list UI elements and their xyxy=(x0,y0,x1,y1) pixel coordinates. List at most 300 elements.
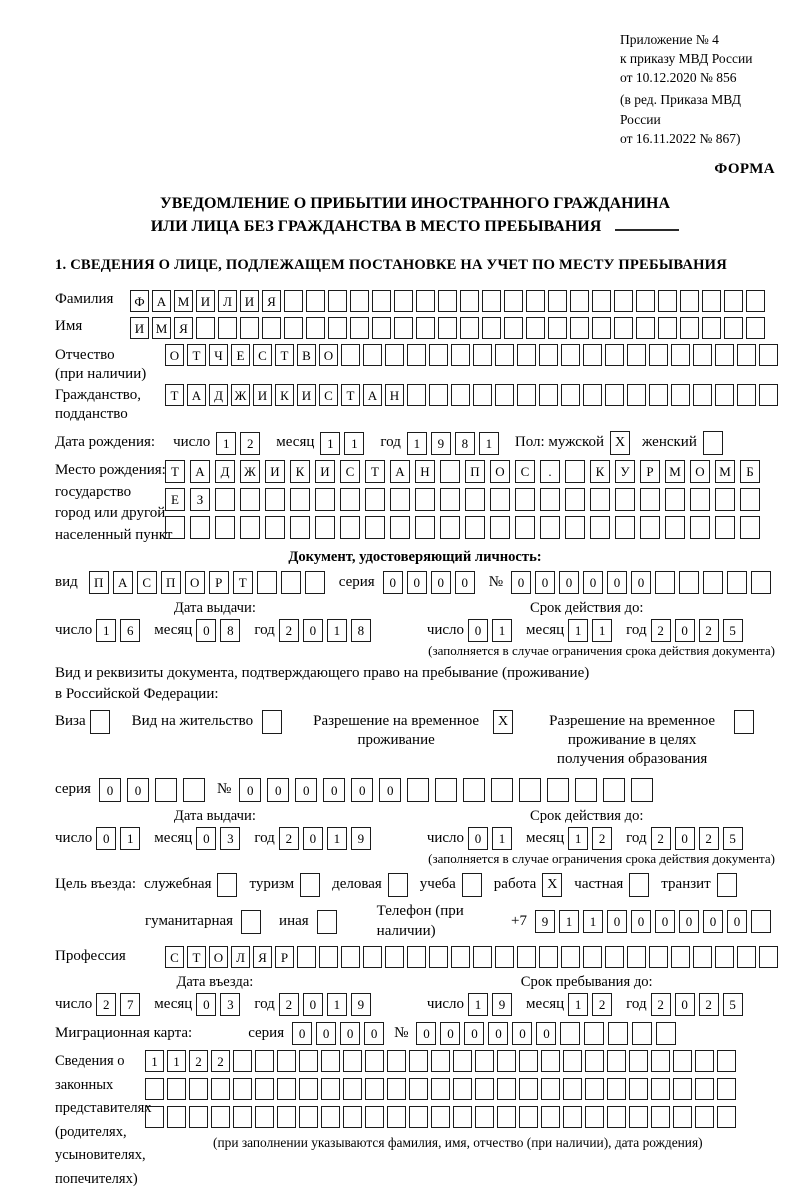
char-cell xyxy=(693,344,712,366)
amendment-line: от 16.11.2022 № 867) xyxy=(620,130,741,146)
char-cell: О xyxy=(185,571,205,594)
char-cell: 1 xyxy=(407,432,427,455)
char-cell: 0 xyxy=(488,1022,508,1045)
char-cell xyxy=(715,946,734,968)
char-cell xyxy=(365,488,385,511)
issue-day-cells xyxy=(96,619,144,642)
char-cell xyxy=(299,1050,318,1072)
char-cell xyxy=(715,344,734,366)
char-cell: 5 xyxy=(723,827,743,850)
char-cell: 0 xyxy=(511,571,531,594)
char-cell xyxy=(491,778,513,802)
char-cell: 0 xyxy=(303,993,323,1016)
year-label: год xyxy=(380,434,401,451)
char-cell xyxy=(265,488,285,511)
char-cell xyxy=(655,571,675,594)
char-cell: 1 xyxy=(167,1050,186,1072)
given-name-cells xyxy=(130,317,768,339)
char-cell xyxy=(277,1078,296,1100)
char-cell: 0 xyxy=(340,1022,360,1045)
char-cell xyxy=(517,946,536,968)
representatives-cells-row xyxy=(145,1050,739,1072)
char-cell xyxy=(451,344,470,366)
entry-purpose-row xyxy=(55,873,775,897)
profession-label: Профессия xyxy=(55,948,126,965)
char-cell: И xyxy=(253,384,272,406)
char-cell xyxy=(690,488,710,511)
char-cell xyxy=(460,290,479,312)
char-cell xyxy=(671,384,690,406)
given-name-row xyxy=(55,317,775,339)
char-cell xyxy=(240,317,259,339)
migration-card-row xyxy=(55,1022,775,1045)
form-label: ФОРМА xyxy=(714,160,775,177)
char-cell xyxy=(365,516,385,539)
char-cell xyxy=(350,317,369,339)
char-cell: В xyxy=(297,344,316,366)
purpose-official-label: служебная xyxy=(143,876,212,893)
char-cell: 5 xyxy=(723,619,743,642)
char-cell xyxy=(297,946,316,968)
char-cell: 1 xyxy=(568,993,588,1016)
char-cell xyxy=(321,1078,340,1100)
purpose-tourism-checkbox xyxy=(300,873,320,897)
char-cell: М xyxy=(665,460,685,483)
char-cell xyxy=(372,290,391,312)
purpose-business-label: деловая xyxy=(332,876,382,893)
residence-permit-label: Вид на жительство xyxy=(131,713,254,730)
appendix-line: к приказу МВД России xyxy=(620,51,753,67)
char-cell xyxy=(284,317,303,339)
year-label: год xyxy=(254,995,275,1012)
char-cell: О xyxy=(690,460,710,483)
entry-year-cells xyxy=(279,993,375,1016)
char-cell xyxy=(429,946,448,968)
char-cell xyxy=(341,946,360,968)
char-cell: 6 xyxy=(120,619,140,642)
char-cell xyxy=(465,488,485,511)
char-cell xyxy=(482,290,501,312)
month-label: месяц xyxy=(276,434,315,451)
char-cell: 7 xyxy=(120,993,140,1016)
char-cell xyxy=(656,1022,676,1045)
char-cell: 2 xyxy=(96,993,116,1016)
char-cell: . xyxy=(540,460,560,483)
char-cell: 1 xyxy=(583,910,603,933)
migration-card-series-cells xyxy=(292,1022,388,1045)
number-label: № xyxy=(216,781,232,798)
char-cell: 5 xyxy=(723,993,743,1016)
char-cell: 0 xyxy=(583,571,603,594)
char-cell xyxy=(504,290,523,312)
char-cell xyxy=(440,516,460,539)
issue-date-group xyxy=(55,600,375,642)
char-cell: М xyxy=(174,290,193,312)
char-cell: О xyxy=(319,344,338,366)
char-cell xyxy=(407,344,426,366)
char-cell: К xyxy=(590,460,610,483)
char-cell xyxy=(431,1106,450,1128)
char-cell xyxy=(343,1106,362,1128)
expiry-note: (заполняется в случае ограничения срока действия документа) xyxy=(428,851,775,867)
char-cell xyxy=(605,344,624,366)
appendix-line: от 10.12.2020 № 856 xyxy=(620,70,737,86)
char-cell xyxy=(453,1106,472,1128)
char-cell xyxy=(429,344,448,366)
purpose-other-checkbox xyxy=(317,910,337,934)
char-cell: Л xyxy=(218,290,237,312)
male-checkbox: X xyxy=(610,431,630,455)
char-cell xyxy=(679,571,699,594)
char-cell xyxy=(240,488,260,511)
visa-label: Виза xyxy=(55,713,86,730)
doc-type-label: вид xyxy=(55,573,78,590)
char-cell: 2 xyxy=(651,993,671,1016)
char-cell xyxy=(451,946,470,968)
char-cell xyxy=(495,946,514,968)
char-cell xyxy=(526,317,545,339)
char-cell: 1 xyxy=(568,619,588,642)
char-cell xyxy=(515,488,535,511)
char-cell: Я xyxy=(174,317,193,339)
representatives-caption: (при заполнении указываются фамилия, имя, отчество (при наличии), дата рождения) xyxy=(213,1135,703,1151)
year-label: год xyxy=(626,829,647,846)
char-cell xyxy=(541,1050,560,1072)
char-cell: А xyxy=(390,460,410,483)
char-cell: 9 xyxy=(351,993,371,1016)
series-label: серия xyxy=(248,1024,285,1041)
char-cell: 0 xyxy=(267,778,289,802)
char-cell xyxy=(585,1078,604,1100)
issue-month-cells xyxy=(196,619,244,642)
title-line-2: ИЛИ ЛИЦА БЕЗ ГРАЖДАНСТВА В МЕСТО ПРЕБЫВАНИЯ xyxy=(55,216,775,238)
char-cell xyxy=(651,1106,670,1128)
char-cell xyxy=(438,317,457,339)
surname-label: Фамилия xyxy=(55,291,114,308)
char-cell: Т xyxy=(341,384,360,406)
amendment-line: (в ред. Приказа МВД России xyxy=(620,92,741,127)
char-cell xyxy=(453,1050,472,1072)
char-cell: 1 xyxy=(344,432,364,455)
char-cell: Ж xyxy=(231,384,250,406)
char-cell xyxy=(416,317,435,339)
char-cell xyxy=(255,1050,274,1072)
entry-day-cells xyxy=(96,993,144,1016)
char-cell: С xyxy=(515,460,535,483)
char-cell: 1 xyxy=(216,432,236,455)
gender-male-label: Пол: мужской xyxy=(514,434,605,451)
purpose-private-checkbox xyxy=(629,873,649,897)
char-cell: 1 xyxy=(96,619,116,642)
doc-number-cells xyxy=(511,571,775,594)
char-cell xyxy=(539,946,558,968)
char-cell: Б xyxy=(740,460,760,483)
title-line-1: УВЕДОМЛЕНИЕ О ПРИБЫТИИ ИНОСТРАННОГО ГРАЖДАНИНА xyxy=(159,195,671,213)
purpose-study-label: учеба xyxy=(419,876,456,893)
char-cell: 0 xyxy=(323,778,345,802)
char-cell xyxy=(365,1078,384,1100)
purpose-tourism-label: туризм xyxy=(249,876,295,893)
char-cell xyxy=(540,488,560,511)
char-cell xyxy=(515,516,535,539)
char-cell: У xyxy=(615,460,635,483)
char-cell: 1 xyxy=(492,827,512,850)
char-cell: 8 xyxy=(220,619,240,642)
purpose-humanitarian-checkbox xyxy=(241,910,261,934)
char-cell xyxy=(265,516,285,539)
doc-series-cells xyxy=(383,571,479,594)
expiry-date-group xyxy=(427,808,747,850)
char-cell xyxy=(759,344,778,366)
char-cell xyxy=(299,1078,318,1100)
char-cell: П xyxy=(161,571,181,594)
char-cell xyxy=(607,1078,626,1100)
char-cell xyxy=(415,516,435,539)
char-cell xyxy=(183,778,205,802)
citizenship-cells xyxy=(165,384,781,406)
entry-purpose-row-2 xyxy=(55,902,775,941)
profession-row xyxy=(55,946,775,968)
surname-row xyxy=(55,290,775,312)
profession-cells xyxy=(165,946,781,968)
char-cell xyxy=(565,516,585,539)
char-cell: К xyxy=(290,460,310,483)
char-cell: 2 xyxy=(651,827,671,850)
char-cell xyxy=(539,384,558,406)
char-cell xyxy=(409,1050,428,1072)
month-label: месяц xyxy=(154,621,193,638)
char-cell xyxy=(632,1022,652,1045)
purpose-private-label: частная xyxy=(574,876,624,893)
char-cell xyxy=(759,946,778,968)
char-cell: 0 xyxy=(239,778,261,802)
char-cell xyxy=(305,571,325,594)
char-cell xyxy=(541,1078,560,1100)
residence-doc-intro: Вид и реквизиты документа, подтверждающего право на пребывание (проживание) в Российской Федерации: xyxy=(55,665,590,703)
char-cell xyxy=(585,1050,604,1072)
char-cell xyxy=(695,1078,714,1100)
char-cell xyxy=(438,290,457,312)
char-cell: И xyxy=(297,384,316,406)
char-cell xyxy=(651,1050,670,1072)
citizenship-row xyxy=(55,384,775,424)
char-cell xyxy=(563,1106,582,1128)
gender-female-label: женский xyxy=(642,434,697,451)
char-cell xyxy=(561,384,580,406)
issue-year-cells xyxy=(279,619,375,642)
visa-checkbox xyxy=(90,710,110,734)
char-cell xyxy=(592,317,611,339)
char-cell xyxy=(629,1050,648,1072)
char-cell xyxy=(519,1078,538,1100)
char-cell: 2 xyxy=(592,993,612,1016)
entry-stay-dates xyxy=(55,974,775,1016)
char-cell: Е xyxy=(165,488,185,511)
char-cell xyxy=(673,1106,692,1128)
char-cell: Ж xyxy=(240,460,260,483)
char-cell: К xyxy=(275,384,294,406)
char-cell xyxy=(255,1106,274,1128)
char-cell: 9 xyxy=(535,910,555,933)
purpose-official-checkbox xyxy=(217,873,237,897)
char-cell: 0 xyxy=(127,778,149,802)
char-cell xyxy=(590,516,610,539)
migration-card-number-cells xyxy=(416,1022,680,1045)
char-cell xyxy=(636,317,655,339)
representatives-rows xyxy=(145,1050,739,1191)
char-cell: 0 xyxy=(407,571,427,594)
char-cell xyxy=(145,1078,164,1100)
char-cell: О xyxy=(165,344,184,366)
char-cell xyxy=(363,344,382,366)
month-label: месяц xyxy=(526,621,565,638)
char-cell xyxy=(328,317,347,339)
char-cell xyxy=(746,317,765,339)
char-cell xyxy=(233,1078,252,1100)
residence-doc-dates xyxy=(55,808,775,850)
char-cell xyxy=(440,460,460,483)
char-cell xyxy=(680,290,699,312)
temporary-residence-education-label: Разрешение на временное проживание в целях получения образования xyxy=(549,713,716,768)
birth-place-cells-row xyxy=(165,488,765,511)
char-cell xyxy=(680,317,699,339)
char-cell: 0 xyxy=(99,778,121,802)
char-cell: Т xyxy=(165,384,184,406)
char-cell xyxy=(627,344,646,366)
char-cell xyxy=(299,1106,318,1128)
entry-date-heading: Дата въезда: xyxy=(176,974,254,991)
char-cell xyxy=(727,571,747,594)
month-label: месяц xyxy=(526,995,565,1012)
char-cell xyxy=(281,571,301,594)
representatives-cells-row xyxy=(145,1106,739,1128)
char-cell xyxy=(155,778,177,802)
char-cell: 9 xyxy=(492,993,512,1016)
char-cell xyxy=(631,778,653,802)
char-cell: С xyxy=(319,384,338,406)
char-cell: Т xyxy=(233,571,253,594)
purpose-study-checkbox xyxy=(462,873,482,897)
char-cell: Д xyxy=(215,460,235,483)
day-label: число xyxy=(55,621,93,638)
day-label: число xyxy=(426,621,465,638)
phone-label: Телефон (при наличии) xyxy=(376,903,464,939)
char-cell: М xyxy=(152,317,171,339)
char-cell: 1 xyxy=(568,827,588,850)
char-cell xyxy=(475,1106,494,1128)
char-cell xyxy=(759,384,778,406)
char-cell: 0 xyxy=(655,910,675,933)
char-cell xyxy=(717,1050,736,1072)
char-cell xyxy=(189,1078,208,1100)
char-cell: И xyxy=(315,460,335,483)
char-cell xyxy=(394,317,413,339)
temporary-residence-education-checkbox xyxy=(734,710,754,734)
expiry-year-cells xyxy=(651,827,747,850)
char-cell: 0 xyxy=(196,993,216,1016)
char-cell xyxy=(429,384,448,406)
month-label: месяц xyxy=(154,829,193,846)
char-cell xyxy=(671,946,690,968)
patronymic-label: Отчество (при наличии) xyxy=(55,347,147,383)
day-label: число xyxy=(173,434,211,451)
char-cell xyxy=(233,1106,252,1128)
char-cell xyxy=(740,488,760,511)
given-name-label: Имя xyxy=(55,318,83,335)
char-cell xyxy=(737,946,756,968)
char-cell xyxy=(409,1078,428,1100)
purpose-humanitarian-label: гуманитарная xyxy=(145,912,234,929)
char-cell xyxy=(431,1050,450,1072)
purpose-transit-checkbox xyxy=(717,873,737,897)
char-cell: 2 xyxy=(699,619,719,642)
char-cell xyxy=(715,384,734,406)
stay-year-cells xyxy=(651,993,747,1016)
expiry-month-cells xyxy=(568,827,616,850)
char-cell xyxy=(211,1078,230,1100)
char-cell: 0 xyxy=(607,571,627,594)
char-cell xyxy=(583,946,602,968)
char-cell xyxy=(715,488,735,511)
char-cell xyxy=(607,1106,626,1128)
char-cell xyxy=(463,778,485,802)
char-cell xyxy=(548,290,567,312)
char-cell xyxy=(165,516,185,539)
char-cell: 2 xyxy=(211,1050,230,1072)
char-cell: Р xyxy=(209,571,229,594)
char-cell xyxy=(715,516,735,539)
char-cell: 0 xyxy=(559,571,579,594)
char-cell xyxy=(328,290,347,312)
char-cell: С xyxy=(253,344,272,366)
char-cell: 8 xyxy=(455,432,475,455)
purpose-work-checkbox: X xyxy=(542,873,562,897)
char-cell xyxy=(495,384,514,406)
char-cell: 0 xyxy=(464,1022,484,1045)
char-cell xyxy=(608,1022,628,1045)
char-cell: 2 xyxy=(699,993,719,1016)
migration-card-label: Миграционная карта: xyxy=(55,1024,193,1041)
char-cell xyxy=(640,516,660,539)
year-label: год xyxy=(626,621,647,638)
char-cell: 2 xyxy=(592,827,612,850)
char-cell: Т xyxy=(187,946,206,968)
char-cell: 0 xyxy=(675,619,695,642)
char-cell xyxy=(614,317,633,339)
char-cell: Т xyxy=(187,344,206,366)
char-cell: Т xyxy=(365,460,385,483)
char-cell: 0 xyxy=(727,910,747,933)
char-cell xyxy=(365,1050,384,1072)
char-cell xyxy=(717,1106,736,1128)
patronymic-cells xyxy=(165,344,781,366)
char-cell xyxy=(257,571,277,594)
char-cell: Р xyxy=(640,460,660,483)
citizenship-label: Гражданство, подданство xyxy=(55,387,142,423)
char-cell: 2 xyxy=(189,1050,208,1072)
residence-permit-option xyxy=(132,710,282,734)
char-cell: 0 xyxy=(703,910,723,933)
identity-doc-row xyxy=(55,571,775,594)
char-cell xyxy=(671,344,690,366)
stay-until-group xyxy=(427,974,747,1016)
char-cell xyxy=(290,516,310,539)
char-cell: С xyxy=(340,460,360,483)
char-cell: 0 xyxy=(675,993,695,1016)
char-cell: П xyxy=(89,571,109,594)
char-cell xyxy=(649,384,668,406)
char-cell xyxy=(575,778,597,802)
